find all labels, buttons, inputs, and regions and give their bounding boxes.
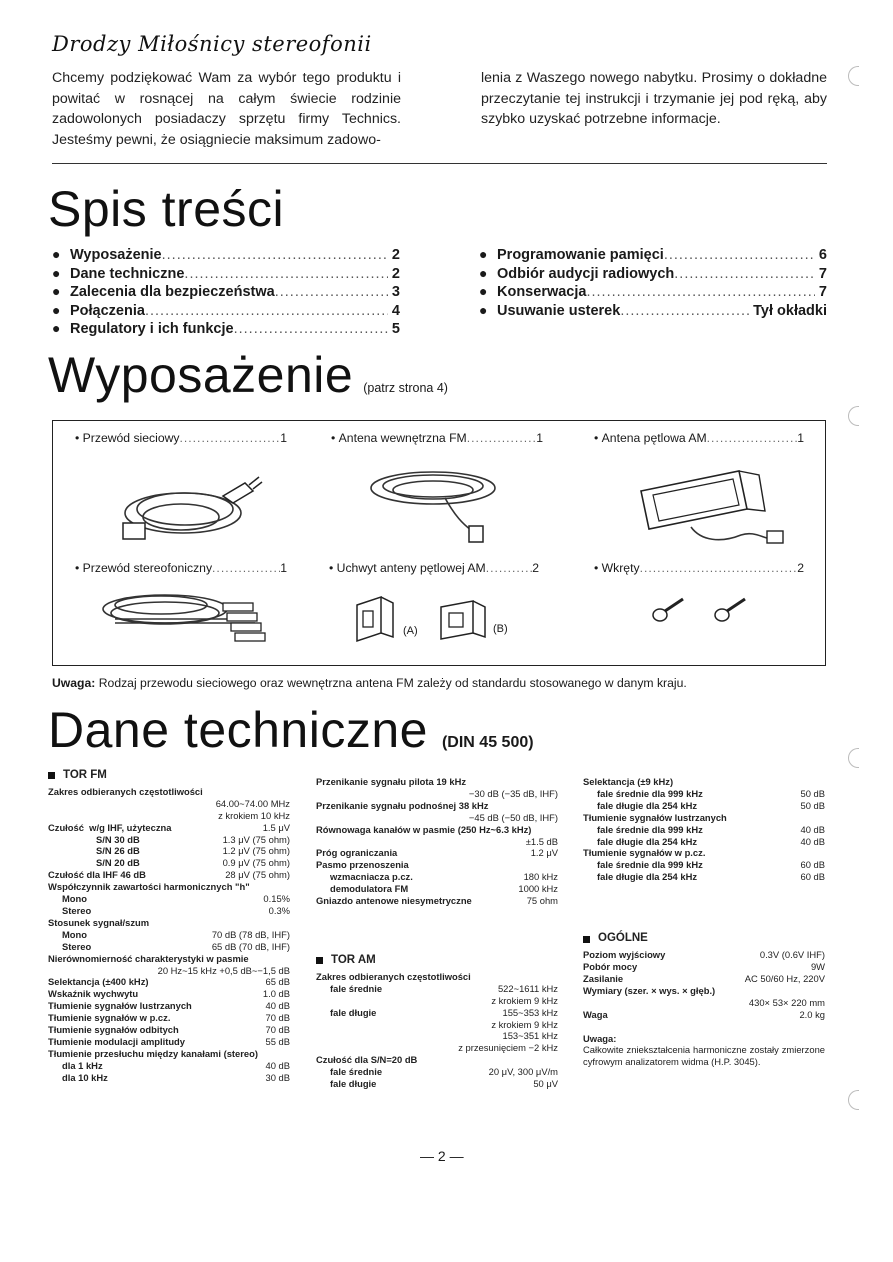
- holder-a-image: [351, 593, 401, 645]
- binding-mark: [848, 406, 859, 426]
- equipment-box: [52, 420, 826, 666]
- holder-a-label: (A): [403, 625, 418, 637]
- toc-item[interactable]: ● Konserwacja ..... 7: [479, 283, 827, 302]
- toc-item[interactable]: ● Wyposażenie ..... 2: [52, 246, 400, 265]
- binding-mark: [848, 66, 859, 86]
- specs-mid-column: Przenikanie sygnału pilota 19 kHz −30 dB (−35 dB, IHF) Przenikanie sygnału podnośnej 38 kHz −45 dB (−50 dB, IHF) Równowaga kanałów w pasmie (250 Hz~6.3 kHz) ±1.5 dB Próg ograniczania 1.2 μV Pasmo przenoszenia wzmacniacza p.cz. 180 kHz demodulatora FM 1000 kHz Gniazdo antenowe niesymetryczne 75 ohm TOR AM Zakres odbieranych częstotliwości fale średnie 522~1611 kHz z krokiem 9 kHz fale długie 155~353 kHz z krokiem 9 kHz 153~351 kHz z przesunięciem −2 kHz Czułość dla S/N=20 dB fale średnie 20 μV, 300 μV/m fale długie 50 μV: [316, 776, 558, 1090]
- am-loop-antenna-image: [631, 461, 791, 551]
- intro-left: Chcemy podziękować Wam za wybór tego produktu i powitać w rosnącej na całym świecie rodzinie zadowolonych posiadaczy sprzętu firmy Technics. Jesteśmy pewni, że osiągniecie maksimum zadowo-: [52, 70, 401, 148]
- intro-right: lenia z Waszego nowego nabytku. Prosimy o dokładne przeczytanie tej instrukcji i trzymanie jej pod ręką, aby szybko uzyskać potrzebne informacje.: [481, 70, 827, 127]
- specs-fm-column: TOR FM Zakres odbieranych częstotliwości 64.00~74.00 MHz z krokiem 10 kHz Czułość w/g IHF, użyteczna 1.5 μV S/N 30 dB 1.3 μV (75 ohm) S/N 26 dB 1.2 μV (75 ohm) S/N 20 dB 0.9 μV (75 ohm) Czułość dla IHF 46 dB 28 μV (75 ohm) Współczynnik zawartości harmonicznych "h" Mono 0.15% Stereo 0.3% Stosunek sygnał/szum Mono 70 dB (78 dB, IHF) Stereo 65 dB (70 dB, IHF) Nierównomierność charakterystyki w pasmie 20 Hz~15 kHz +0,5 dB~−1,5 dB Selektancja (±400 kHz) 65 dB Wskaźnik wychwytu 1.0 dB Tłumienie sygnałów lustrzanych 40 dB Tłumienie sygnałów w p.cz. 70 dB Tłumienie sygnałów odbitych 70 dB Tłumienie modulacji amplitudy 55 dB Tłumienie przesłuchu między kanałami (stereo) dla 1 kHz 40 dB dla 10 kHz 30 dB: [48, 769, 290, 1083]
- greeting-title: Drodzy Miłośnicy stereofonii: [52, 32, 372, 56]
- toc-item[interactable]: ● Programowanie pamięci ..... 6: [479, 246, 827, 265]
- toc-right-column: [479, 246, 827, 320]
- holder-b-image: [435, 597, 491, 647]
- toc-item[interactable]: ● Dane techniczne ..... 2: [52, 265, 400, 284]
- specs-right-column: Selektancja (±9 kHz) fale średnie dla 999 kHz 50 dB fale długie dla 254 kHz 50 dB Tłumienie sygnałów lustrzanych fale średnie dla 999 kHz 40 dB fale długie dla 254 kHz 40 dB Tłumienie sygnałów w p.cz. fale średnie dla 999 kHz 60 dB fale długie dla 254 kHz 60 dB OGÓLNE Poziom wyjściowy 0.3V (0.6V IHF) Pobór mocy 9W Zasilanie AC 50/60 Hz, 220V Wymiary (szer. × wys. × głęb.) 430× 53× 220 mm Waga 2.0 kg Uwaga: Całkowite zniekształcenia harmoniczne zostały zmierzone cyfrowym analizatorem widma (H.P. 3045).: [583, 776, 825, 1068]
- toc-item[interactable]: ● Regulatory i ich funkcje ..... 5: [52, 320, 400, 339]
- fm-antenna-image: [365, 456, 515, 546]
- binding-mark: [848, 1090, 859, 1110]
- stereo-cable-image: [95, 583, 275, 653]
- toc-item[interactable]: ● Odbiór audycji radiowych ..... 7: [479, 265, 827, 284]
- holder-b-label: (B): [493, 623, 508, 635]
- accessory-power-cord: • Przewód sieciowy ..... 1: [75, 431, 287, 445]
- accessory-fm-antenna: • Antena wewnętrzna FM ..... 1: [331, 431, 543, 445]
- toc-title: Spis treści: [48, 181, 285, 237]
- specs-title: Dane techniczne: [48, 702, 428, 758]
- toc-item[interactable]: ● Połączenia ..... 4: [52, 302, 400, 321]
- equipment-heading: [48, 347, 448, 403]
- binding-mark: [848, 748, 859, 768]
- accessory-stereo-cable: • Przewód stereofoniczny ..... 1: [75, 561, 287, 575]
- equipment-title: Wyposażenie: [48, 347, 354, 403]
- specs-subtitle: (DIN 45 500): [441, 734, 534, 751]
- equipment-subtitle: (patrz strona 4): [363, 381, 448, 395]
- specs-heading: [48, 702, 534, 758]
- header-divider: [52, 163, 827, 164]
- toc-item[interactable]: ● Usuwanie usterek ..... Tył okładki: [479, 302, 827, 321]
- power-cord-image: [113, 461, 263, 551]
- accessory-am-loop-antenna: • Antena pętlowa AM ..... 1: [594, 431, 804, 445]
- toc-left-column: [52, 246, 400, 339]
- screw-image: [651, 595, 687, 625]
- page-number: — 2 —: [420, 1148, 464, 1164]
- accessory-loop-holder: • Uchwyt anteny pętlowej AM ..... 2: [329, 561, 539, 575]
- equipment-note: Uwaga: Rodzaj przewodu sieciowego oraz wewnętrzna antena FM zależy od standardu stosowanego w danym kraju.: [52, 676, 687, 690]
- accessory-screws: • Wkręty ..... 2: [594, 561, 804, 575]
- screw-image: [713, 595, 749, 625]
- toc-item[interactable]: ● Zalecenia dla bezpieczeństwa ..... 3: [52, 283, 400, 302]
